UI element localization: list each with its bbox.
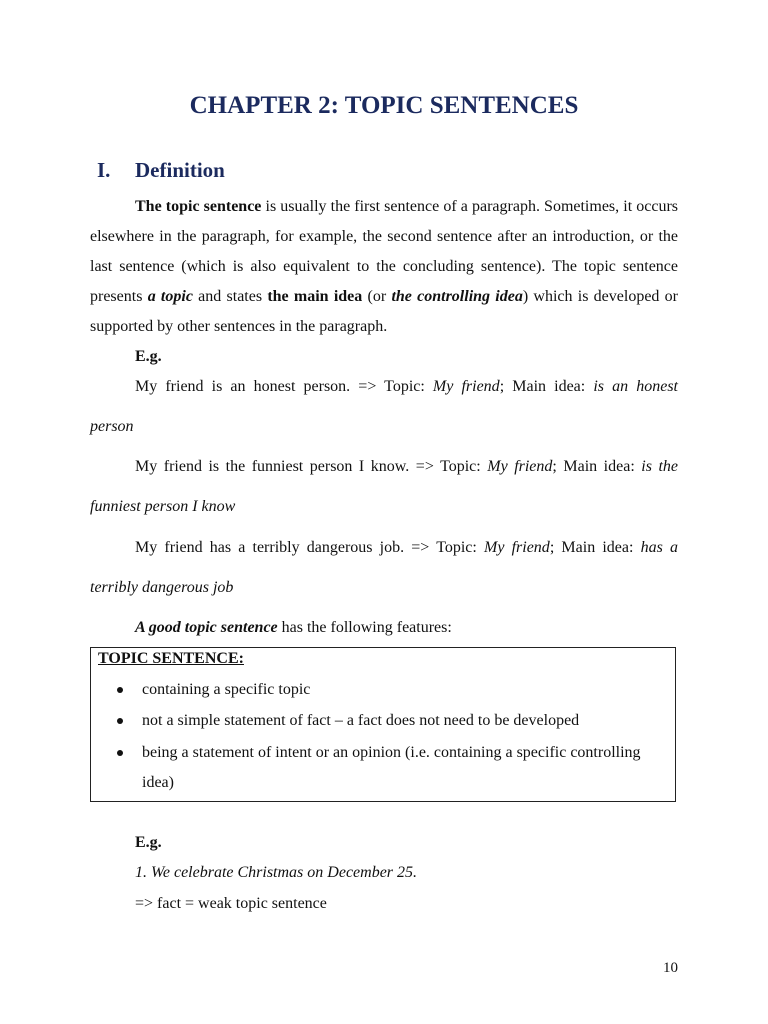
example-2-sentence: My friend is the funniest person I know. => Topic: [135,458,488,475]
definition-text-3: (or [362,288,392,305]
example-1-mid: ; Main idea: [499,378,594,395]
example-1-sentence: My friend is an honest person. => Topic: [135,378,433,395]
chapter-title: CHAPTER 2: TOPIC SENTENCES [189,92,579,119]
definition-text-4: ) which is developed or supported by other sentences in the paragraph. [90,288,679,335]
section-heading [97,158,225,183]
example-1-topic: My friend [432,378,500,395]
eg2-label: E.g. [135,834,162,851]
definition-paragraph [90,192,678,342]
example-1-idea-start: is an honest [593,378,678,395]
example-2-topic: My friend [487,458,553,475]
example-2-line [90,456,678,478]
definition-text-2: and states [192,288,268,305]
example-3-topic: My friend [484,539,550,556]
good-topic-phrase: A good topic sentence [135,619,278,636]
example-christmas: 1. We celebrate Christmas on December 25. [135,864,418,881]
term-controlling-idea: the controlling idea [391,288,523,305]
good-topic-rest: has the following features: [277,619,452,636]
bullet-icon [117,718,123,724]
topic-sentence-box [90,647,676,802]
definition-text-1: is usually the first sentence of a paragraph. Sometimes, it occurs elsewhere in the paragraph, for example, the second sentence after an introduction, or the last sentence (which is also equivalent to the concluding sentence). The topic sentence presents [90,198,679,305]
example-3-continuation [90,577,678,599]
example-3-line [90,537,678,559]
example-2-continuation [90,496,678,518]
box-heading: TOPIC SENTENCE: [98,650,244,667]
good-topic-line [135,617,452,639]
example-1-idea-end: person [90,418,134,435]
example-1-continuation [90,416,678,438]
list-item-text: being a statement of intent or an opinion (i.e. containing a specific controlling idea) [142,744,641,791]
eg-label: E.g. [135,348,162,365]
example-3-idea-start: has a [640,539,678,556]
section-title: Definition [135,158,225,182]
example-3-idea-end: terribly dangerous job [90,579,234,596]
list-item [117,675,673,705]
page-number: 10 [663,960,678,976]
result-line: => fact = weak topic sentence [135,895,327,912]
bullet-icon [117,687,123,693]
term-main-idea: the main idea [267,288,363,305]
list-item [117,738,673,798]
bullet-icon [117,750,123,756]
example-1-line [90,376,678,398]
list-item-text: not a simple statement of fact – a fact does not need to be developed [142,712,580,729]
list-item [117,706,673,736]
term-a-topic: a topic [147,288,193,305]
term-topic-sentence: The topic sentence [135,198,262,215]
example-2-idea-start: is the [641,458,679,475]
example-2-mid: ; Main idea: [552,458,642,475]
example-2-idea-end: funniest person I know [90,498,236,515]
example-3-sentence: My friend has a terribly dangerous job. => Topic: [135,539,484,556]
section-number: I. [97,158,111,182]
list-item-text: containing a specific topic [142,681,311,698]
example-3-mid: ; Main idea: [549,539,641,556]
